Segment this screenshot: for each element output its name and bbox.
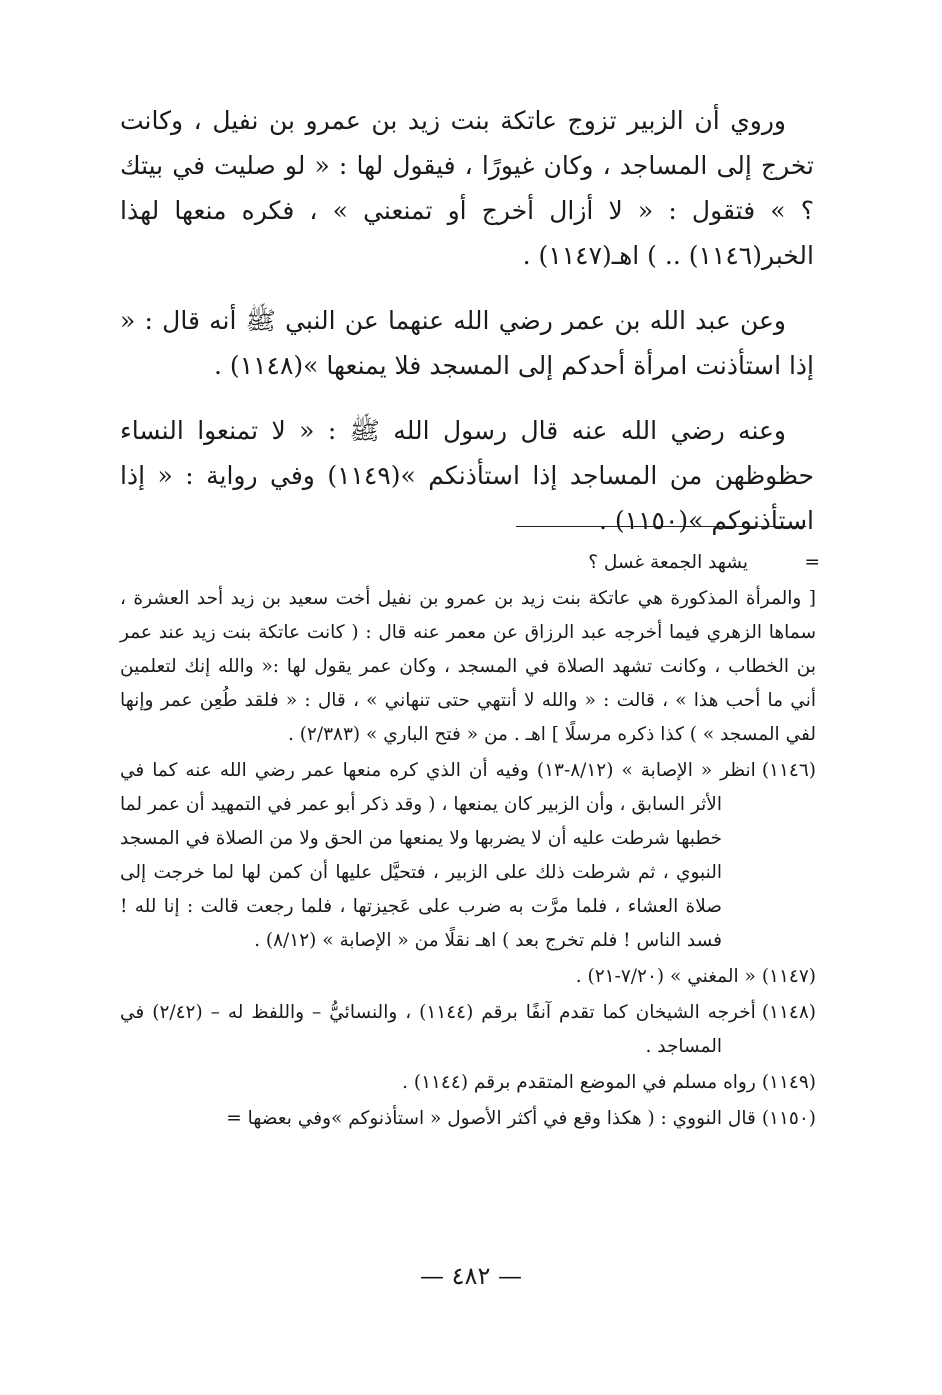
footnote-number: (١١٤٦) xyxy=(761,760,816,781)
footnote-1148 xyxy=(120,996,816,1064)
footnote-continuation-body: [ والمرأة المذكورة هي عاتكة بنت زيد بن عمرو بن نفيل أخت سعيد بن زيد أحد العشرة ، سماها الزهري فيما أخرجه عبد الرزاق عن معمر عنه قال : ( كانت عاتكة بنت زيد عند عمر بن الخطاب ، وكانت تشهد الصلاة في المسجد ، وكان عمر يقول لها :« والله إنك لتعلمين أني ما أحب هذا » ، قالت : « والله لا أنتهي حتى تنهاني » ، قال : « فلقد طُعِن عمر وإنها لفي المسجد » ) كذا ذكره مرسلًا ] اهـ . من « فتح الباري » (٢/٣٨٣) . xyxy=(120,588,816,745)
footnotes xyxy=(120,546,820,1138)
footnote-number: (١١٥٠) xyxy=(761,1108,816,1129)
main-text xyxy=(120,98,814,563)
page-number: — ٤٨٢ — xyxy=(420,1262,522,1290)
main-paragraph-3: وعنه رضي الله عنه قال رسول الله ﷺ : « لا تمنعوا النساء حظوظهن من المساجد إذا استأذنكم »(١١٤٩) وفي رواية : « إذا استأذنوكم »(١١٥٠) . xyxy=(120,416,814,535)
footnote-1146 xyxy=(120,754,816,958)
footnote-number: (١١٤٩) xyxy=(761,1072,816,1093)
main-paragraph-1: وروي أن الزبير تزوج عاتكة بنت زيد بن عمرو بن نفيل ، وكانت تخرج إلى المساجد ، وكان غيورًا ، فيقول لها : « لو صليت في بيتك ؟ » فتقول : « لا أزال أخرج أو تمنعني » ، فكره منعها لهذا الخبر(١١٤٦) .. ) اهـ(١١٤٧) . xyxy=(120,106,814,270)
main-paragraph-2: وعن عبد الله بن عمر رضي الله عنهما عن النبي ﷺ أنه قال : « إذا استأذنت امرأة أحدكم إلى المسجد فلا يمنعها »(١١٤٨) . xyxy=(120,306,814,380)
footnote-text: « المغني » (٧/٢٠-٢١) . xyxy=(575,966,756,987)
continuation-mark: = xyxy=(804,552,820,573)
footnote-1149 xyxy=(120,1066,816,1100)
footnote-separator xyxy=(516,526,806,527)
footnote-text: رواه مسلم في الموضع المتقدم برقم (١١٤٤) . xyxy=(402,1072,756,1093)
footnote-number: (١١٤٧) xyxy=(761,966,816,987)
continuation-head-text: يشهد الجمعة غسل ؟ xyxy=(588,552,748,573)
footnote-1150 xyxy=(120,1102,816,1136)
footnote-continuation-head xyxy=(120,546,820,580)
footnote-text: أخرجه الشيخان كما تقدم آنفًا برقم (١١٤٤) ، والنسائيُّ – واللفظ له – (٢/٤٢) في المساجد . xyxy=(120,1002,756,1057)
footnote-text: قال النووي : ( هكذا وقع في أكثر الأصول « استأذنوكم »وفي بعضها = xyxy=(226,1108,756,1129)
footnote-1147 xyxy=(120,960,816,994)
footnote-number: (١١٤٨) xyxy=(761,1002,816,1023)
footnote-text: انظر « الإصابة » (٨/١٢-١٣) وفيه أن الذي كره منعها عمر رضي الله عنه كما في الأثر السابق ، وأن الزبير كان يمنعها ، ( وقد ذكر أبو عمر في التمهيد أن عمر لما خطبها شرطت عليه أن لا يضربها ولا يمنعها من الحق ولا من الصلاة في المسجد النبوي ، ثم شرطت ذلك على الزبير ، فتحيَّل عليها أن كمن لها لما خرجت إلى صلاة العشاء ، فلما مرَّت به ضرب على عَجيزتها ، فلما رجعت قالت : إنا لله ! فسد الناس ! فلم تخرج بعد ) اهـ نقلًا من « الإصابة » (٨/١٢) . xyxy=(120,760,756,951)
